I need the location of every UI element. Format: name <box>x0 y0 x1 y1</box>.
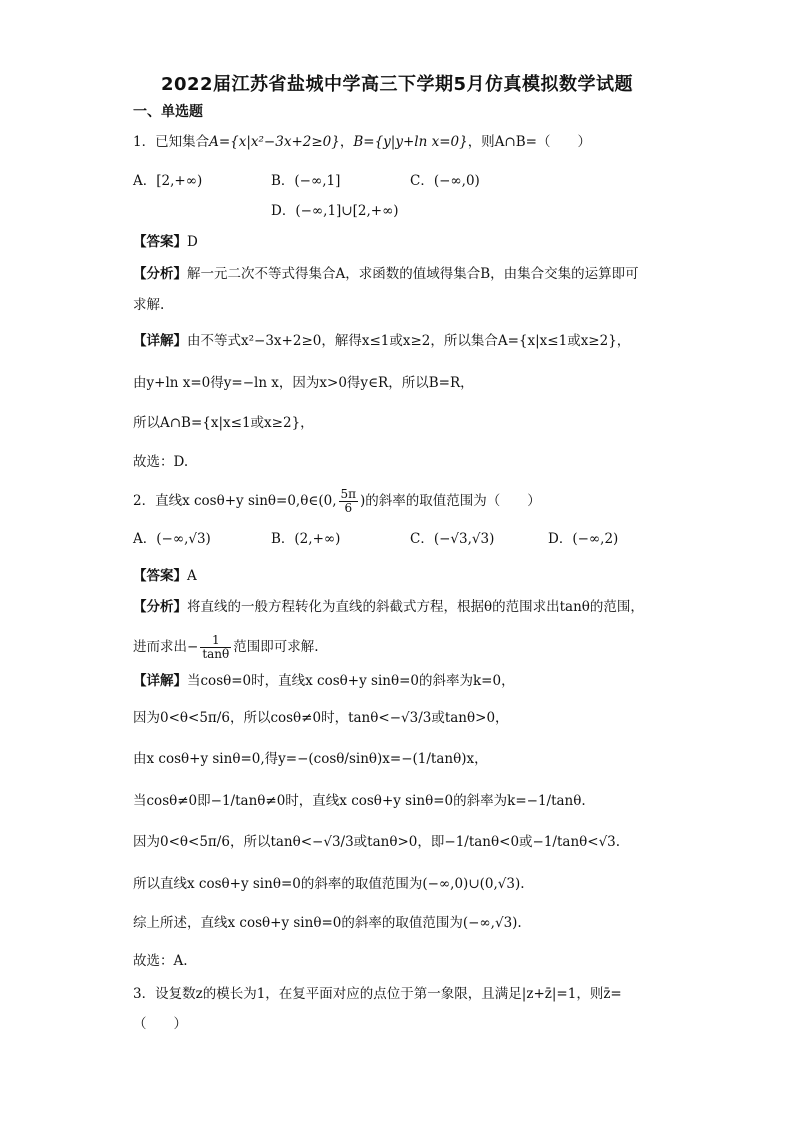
q1-option-a: A．[2,+∞) <box>133 173 203 189</box>
question-1: 1．已知集合A={x|x²−3x+2≥0}，B={y|y+ln x=0}，则A∩B=（ ） <box>133 134 591 150</box>
question-3: 3．设复数z的模长为1，在复平面对应的点位于第一象限，且满足|z+z̄|=1，则z̄= <box>133 986 622 1002</box>
page-title: 2022届江苏省盐城中学高三下学期5月仿真模拟数学试题 <box>160 74 634 95</box>
q2-detail-line: 因为0<θ<5π/6，所以tanθ<−√3/3或tanθ>0，即−1/tanθ<0或−1/tanθ<√3. <box>133 834 621 850</box>
q3-blank: （ ） <box>133 1016 187 1032</box>
q1-analysis-cont: 求解. <box>133 297 165 313</box>
q2-detail: 【详解】当cosθ=0时，直线x cosθ+y sinθ=0的斜率为k=0， <box>133 673 515 689</box>
q2-option-d: D．(−∞,2) <box>548 531 619 547</box>
q1-option-b: B．(−∞,1] <box>271 173 341 189</box>
q1-option-c: C．(−∞,0) <box>410 173 480 189</box>
q1-detail-line: 由y+ln x=0得y=−ln x，因为x>0得y∈R，所以B=R， <box>133 375 474 391</box>
q1-analysis: 【分析】解一元二次不等式得集合A，求函数的值域得集合B，由集合交集的运算即可 <box>133 266 639 282</box>
q2-detail-line: 由x cosθ+y sinθ=0,得y=−(cosθ/sinθ)x=−(1/tanθ)x， <box>133 751 488 767</box>
section-heading: 一、单选题 <box>133 104 203 120</box>
q1-option-d: D．(−∞,1]∪[2,+∞) <box>271 203 399 219</box>
question-2: 2．直线x cosθ+y sinθ=0,θ∈(0, $\frac{5\pi}{6}$ )的斜率的取值范围为（ ） <box>133 487 541 515</box>
q2-answer: 【答案】A <box>133 568 197 584</box>
q1-detail-line: 所以A∩B={x|x≤1或x≥2}， <box>133 415 314 431</box>
q2-analysis: 【分析】将直线的一般方程转化为直线的斜截式方程，根据θ的范围求出tanθ的范围， <box>133 599 644 615</box>
q2-option-b: B．(2,+∞) <box>271 531 341 547</box>
q2-analysis-cont: 进而求出− $\frac{1}{\tan\theta}$ 范围即可求解. <box>133 633 319 661</box>
q2-detail-line: 所以直线x cosθ+y sinθ=0的斜率的取值范围为(−∞,0)∪(0,√3). <box>133 876 525 892</box>
q1-answer: 【答案】D <box>133 234 198 250</box>
q2-option-c: C．(−√3,√3) <box>410 531 495 547</box>
q2-detail-line: 因为0<θ<5π/6，所以cosθ≠0时，tanθ<−√3/3或tanθ>0， <box>133 710 509 726</box>
q1-detail: 【详解】由不等式x²−3x+2≥0，解得x≤1或x≥2，所以集合A={x|x≤1或x≥2}， <box>133 333 631 349</box>
q1-conclusion: 故选：D. <box>133 454 189 470</box>
q2-detail-line: 综上所述，直线x cosθ+y sinθ=0的斜率的取值范围为(−∞,√3). <box>133 915 522 931</box>
q2-detail-line: 当cosθ≠0即−1/tanθ≠0时，直线x cosθ+y sinθ=0的斜率为k=−1/tanθ. <box>133 793 586 809</box>
q2-option-a: A．(−∞,√3) <box>133 531 211 547</box>
q2-conclusion: 故选：A. <box>133 953 188 969</box>
